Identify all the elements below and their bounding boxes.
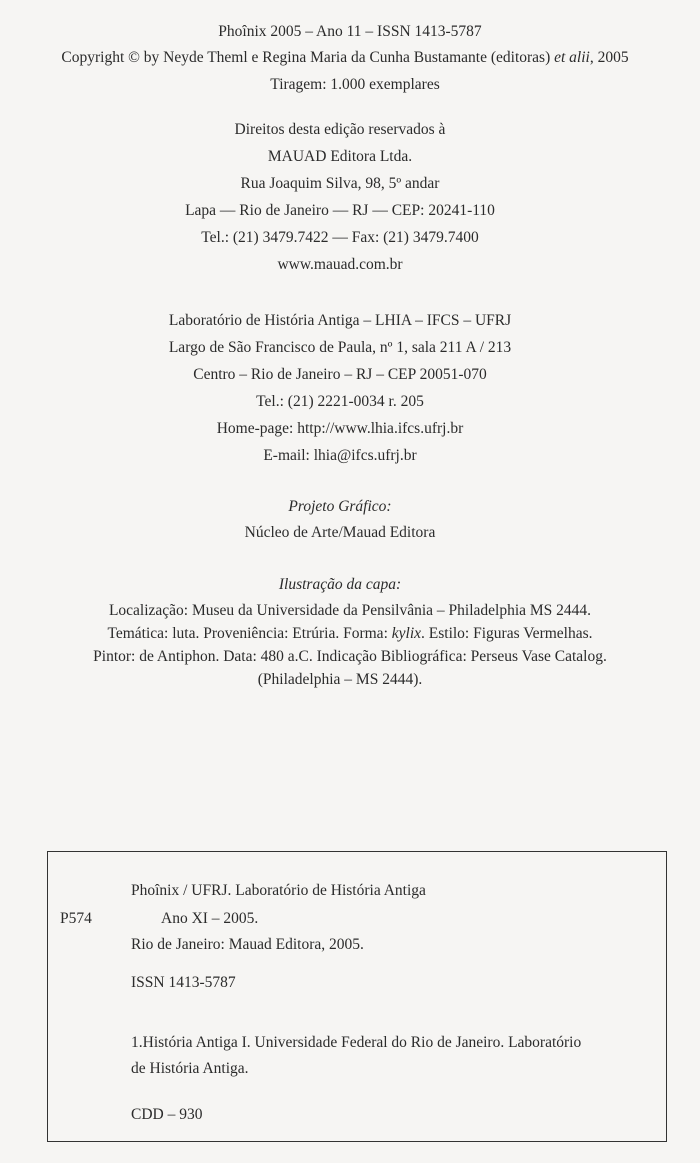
catalog-subject-2: de História Antiga.: [131, 1060, 249, 1077]
cover-painter: Pintor: de Antiphon. Data: 480 a.C. Indicação Bibliográfica: Perseus Vase Catalog.: [93, 648, 607, 665]
copyright-text: Copyright © by Neyde Theml e Regina Maria da Cunha Bustamante (editoras): [61, 49, 555, 66]
rights-line: Direitos desta edição reservados à: [234, 121, 446, 138]
lab-homepage: Home-page: http://www.lhia.ifcs.ufrj.br: [216, 420, 464, 437]
publisher-name: MAUAD Editora Ltda.: [267, 148, 413, 165]
copyright-italic: et alii: [554, 49, 590, 66]
catalog-cdd: CDD – 930: [131, 1106, 203, 1123]
lab-city: Centro – Rio de Janeiro – RJ – CEP 20051-070: [193, 366, 487, 383]
catalog-year: Ano XI – 2005.: [161, 910, 259, 927]
catalog-title: Phoînix / UFRJ. Laboratório de História Antiga: [131, 882, 426, 899]
cover-style-text: . Estilo: Figuras Vermelhas.: [421, 625, 593, 642]
cover-theme: [0, 624, 700, 644]
publisher-street: Rua Joaquim Silva, 98, 5º andar: [240, 175, 440, 192]
cover-form-italic: kylix: [391, 625, 422, 642]
copyright-year: , 2005: [589, 49, 629, 66]
lab-address: Largo de São Francisco de Paula, nº 1, sala 211 A / 213: [168, 339, 512, 356]
call-number: P574: [60, 910, 92, 927]
design-heading: Projeto Gráfico:: [288, 498, 392, 515]
copyright-line: [5, 48, 685, 68]
publisher-city: Lapa — Rio de Janeiro — RJ — CEP: 20241-110: [185, 202, 495, 219]
publisher-web: www.mauad.com.br: [277, 256, 403, 273]
catalog-card: [47, 851, 667, 1142]
cover-heading: Ilustração da capa:: [278, 576, 402, 593]
cover-catalog: (Philadelphia – MS 2444).: [257, 671, 423, 688]
catalog-issn: ISSN 1413-5787: [131, 974, 236, 991]
cover-theme-text: Temática: luta. Proveniência: Etrúria. Forma:: [107, 625, 392, 642]
catalog-imprint: Rio de Janeiro: Mauad Editora, 2005.: [131, 936, 364, 953]
lab-name: Laboratório de História Antiga – LHIA – IFCS – UFRJ: [168, 312, 512, 329]
cover-location: Localização: Museu da Universidade da Pensilvânia – Philadelphia MS 2444.: [108, 602, 592, 619]
catalog-subject-1: 1.História Antiga I. Universidade Federal do Rio de Janeiro. Laboratório: [131, 1034, 582, 1051]
publisher-phone: Tel.: (21) 3479.7422 — Fax: (21) 3479.7400: [201, 229, 479, 246]
lab-phone: Tel.: (21) 2221-0034 r. 205: [256, 393, 424, 410]
lab-email: E-mail: lhia@ifcs.ufrj.br: [263, 447, 417, 464]
issue-line: Phoînix 2005 – Ano 11 – ISSN 1413-5787: [218, 23, 482, 40]
design-value: Núcleo de Arte/Mauad Editora: [244, 524, 436, 541]
print-run: Tiragem: 1.000 exemplares: [270, 76, 440, 93]
